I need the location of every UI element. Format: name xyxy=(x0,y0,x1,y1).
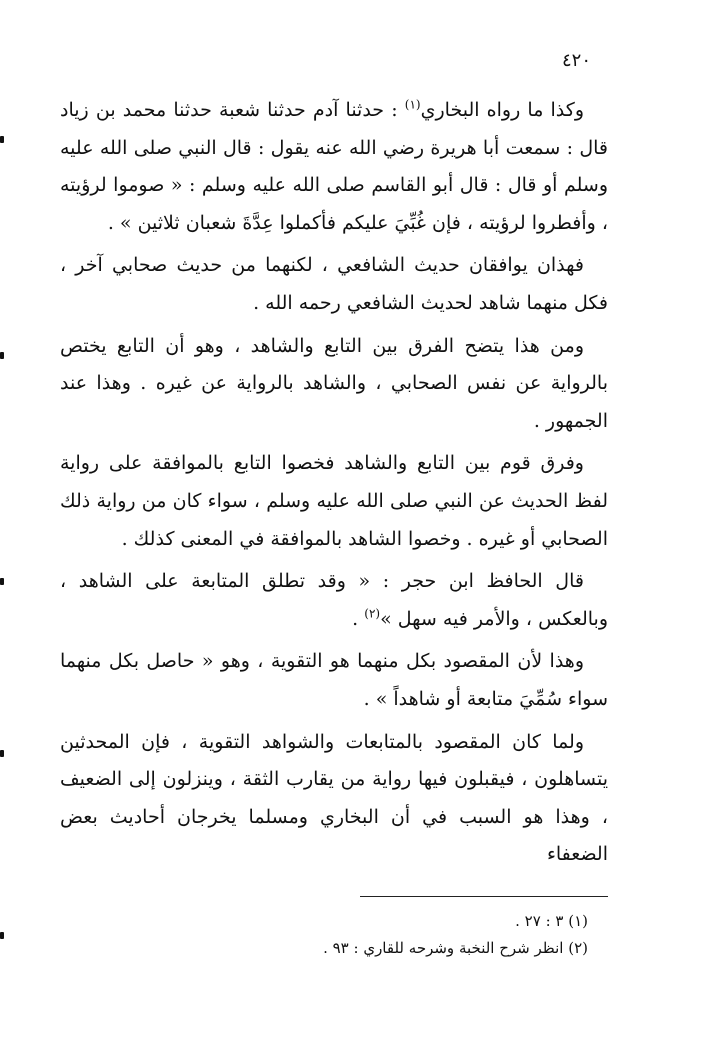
paragraph-1-text-continued: : حدثنا آدم حدثنا شعبة حدثنا محمد بن زياد قال : سمعت أبا هريرة رضي الله عنه يقول : قال النبي صلى الله عليه وسلم أو قال : قال أبو القاسم صلى الله عليه وسلم : « صوموا لرؤيته ، وأفطروا لرؤيته ، فإن غُبِّيَ عليكم فأكملوا عِدَّةَ شعبان ثلاثين » . xyxy=(60,99,608,234)
footnote-ref-1: (١) xyxy=(404,97,421,112)
scan-edge-mark xyxy=(0,578,4,585)
paragraph-7-text: ولما كان المقصود بالمتابعات والشواهد التقوية ، فإن المحدثين يتساهلون ، فيقبلون فيها رواية من يقارب الثقة ، وينزلون إلى الضعيف ، وهذا هو السبب في أن البخاري ومسلما يخرجان أحاديث بعض الضعفاء xyxy=(60,730,608,866)
scan-edge-mark xyxy=(0,750,4,757)
body-text xyxy=(60,92,608,874)
footnotes xyxy=(180,908,608,962)
page-number: ٤٢٠ xyxy=(561,50,591,71)
paragraph-5 xyxy=(60,563,608,638)
footnote-ref-2: (٢) xyxy=(364,606,381,621)
paragraph-5-text-continued: . xyxy=(352,607,365,630)
paragraph-2-text: فهذان يوافقان حديث الشافعي ، لكنهما من حديث صحابي آخر ، فكل منهما شاهد لحديث الشافعي رحمه الله . xyxy=(60,254,608,314)
paragraph-4-text: وفرق قوم بين التابع والشاهد فخصوا التابع بالموافقة على رواية لفظ الحديث عن النبي صلى الله عليه وسلم ، سواء كان من رواية ذلك الصحابي أو غيره . وخصوا الشاهد بالموافقة في المعنى كذلك . xyxy=(60,452,608,550)
footnote-1: (١) ٣ : ٢٧ . xyxy=(515,912,588,930)
paragraph-6-text: وهذا لأن المقصود بكل منهما هو التقوية ، وهو « حاصل بكل منهما سواء سُمِّيَ متابعة أو شاهداً » . xyxy=(60,650,608,710)
paragraph-3 xyxy=(60,328,608,441)
paragraph-1 xyxy=(60,92,608,242)
paragraph-2 xyxy=(60,247,608,322)
paragraph-3-text: ومن هذا يتضح الفرق بين التابع والشاهد ، وهو أن التابع يختص بالرواية عن نفس الصحابي ، والشاهد بالرواية عن غيره . وهذا عند الجمهور . xyxy=(60,334,608,432)
scan-edge-mark xyxy=(0,352,4,359)
paragraph-1-text: وكذا ما رواه البخاري xyxy=(420,99,585,121)
paragraph-5-text: قال الحافظ ابن حجر : « وقد تطلق المتابعة على الشاهد ، وبالعكس ، والأمر فيه سهل » xyxy=(60,570,608,630)
paragraph-7 xyxy=(60,724,608,874)
scan-edge-mark xyxy=(0,932,4,939)
paragraph-4 xyxy=(60,445,608,558)
scan-edge-mark xyxy=(0,136,4,143)
footnote-2: (٢) انظر شرح النخبة وشرحه للقاري : ٩٣ . xyxy=(323,939,588,957)
footnote-divider xyxy=(360,896,608,897)
paragraph-6 xyxy=(60,643,608,718)
